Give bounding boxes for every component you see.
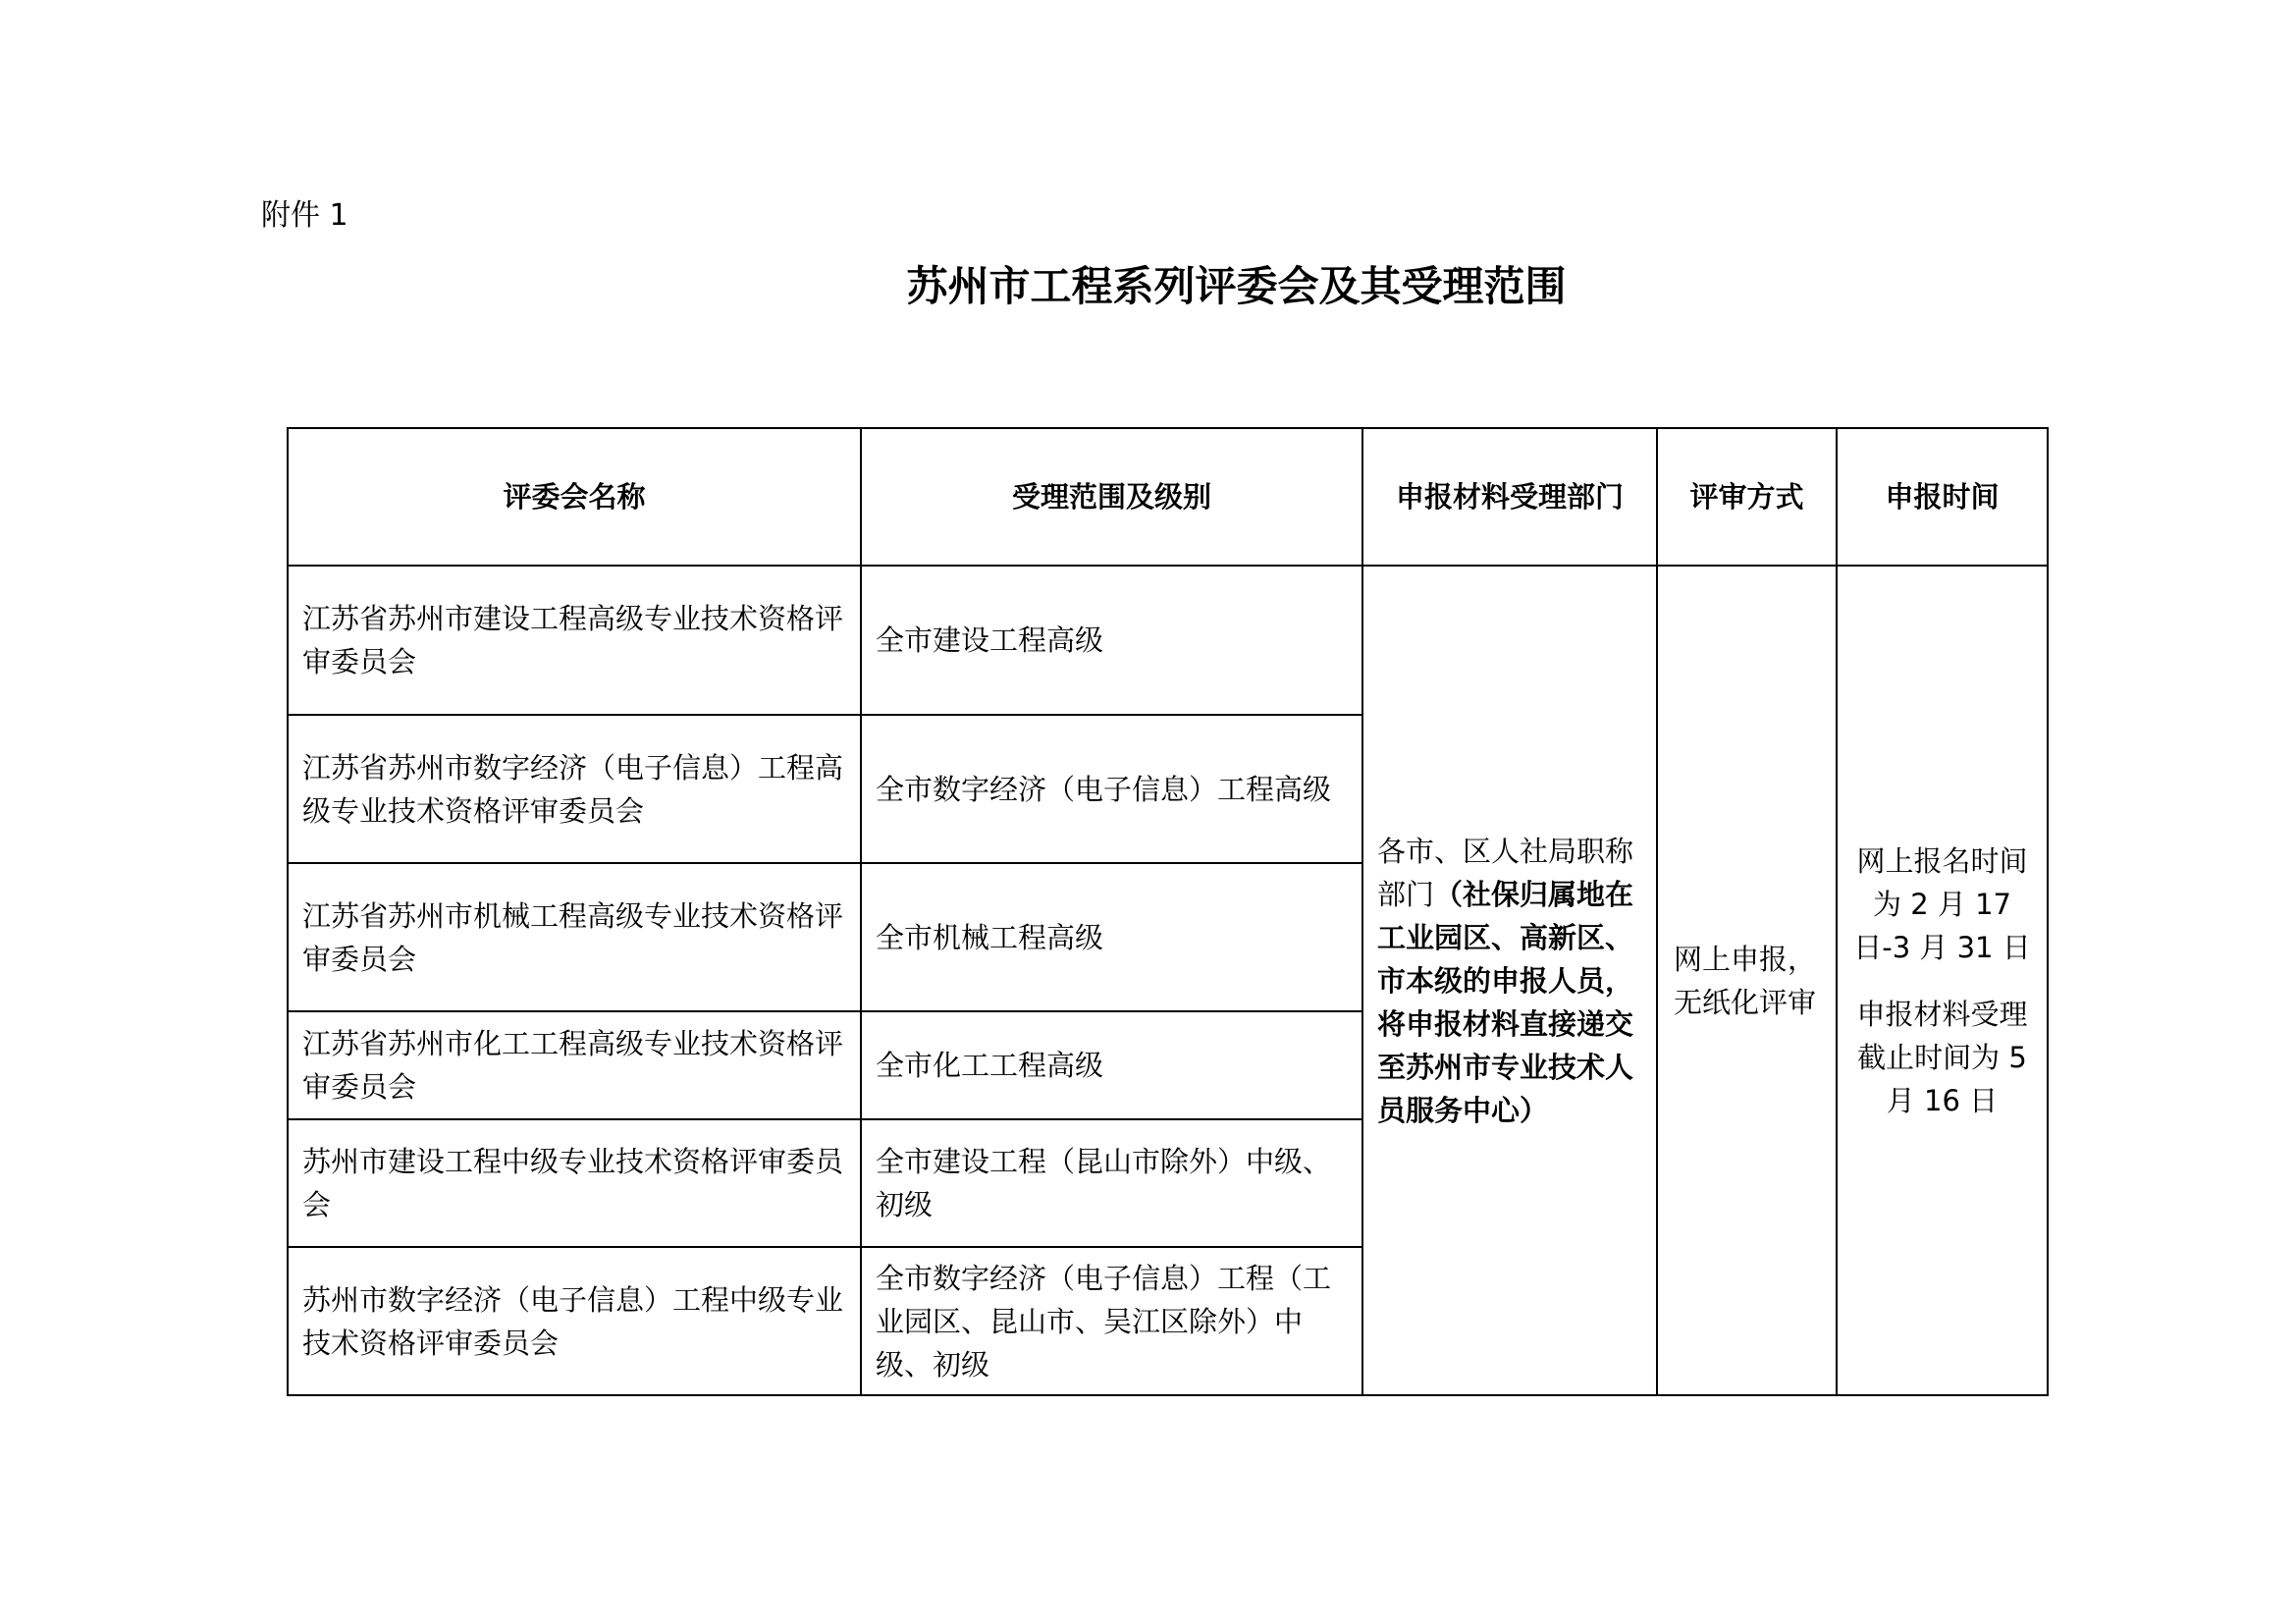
time-gap bbox=[1851, 969, 2033, 993]
header-application-time: 申报时间 bbox=[1837, 428, 2048, 566]
review-method-cell: 网上申报，无纸化评审 bbox=[1657, 566, 1837, 1395]
scope-cell: 全市化工工程高级 bbox=[861, 1011, 1362, 1119]
committee-name-cell: 苏州市建设工程中级专业技术资格评审委员会 bbox=[288, 1119, 861, 1247]
header-scope-level: 受理范围及级别 bbox=[861, 428, 1362, 566]
scope-cell: 全市机械工程高级 bbox=[861, 863, 1362, 1011]
committee-name-cell: 苏州市数字经济（电子信息）工程中级专业技术资格评审委员会 bbox=[288, 1247, 861, 1395]
application-time-cell bbox=[1837, 566, 2048, 1395]
committee-name-cell: 江苏省苏州市建设工程高级专业技术资格评审委员会 bbox=[288, 566, 861, 715]
receiving-dept-cell bbox=[1362, 566, 1657, 1395]
dept-bold-note: （社保归属地在工业园区、高新区、市本级的申报人员，将申报材料直接递交至苏州市专业技术人员服务中心） bbox=[1377, 877, 1634, 1127]
deadline-text: 申报材料受理截止时间为 5 月 16 日 bbox=[1856, 997, 2028, 1117]
scope-cell: 全市数字经济（电子信息）工程（工业园区、昆山市、吴江区除外）中级、初级 bbox=[861, 1247, 1362, 1395]
header-review-method: 评审方式 bbox=[1657, 428, 1837, 566]
committee-scope-table bbox=[287, 427, 2049, 1396]
scope-cell: 全市数字经济（电子信息）工程高级 bbox=[861, 715, 1362, 863]
registration-time-text: 网上报名时间为 2 月 17 日-3 月 31 日 bbox=[1853, 843, 2031, 964]
scope-cell: 全市建设工程高级 bbox=[861, 566, 1362, 715]
committee-name-cell: 江苏省苏州市数字经济（电子信息）工程高级专业技术资格评审委员会 bbox=[288, 715, 861, 863]
table-header-row bbox=[288, 428, 2048, 566]
header-receiving-dept: 申报材料受理部门 bbox=[1362, 428, 1657, 566]
committee-name-cell: 江苏省苏州市化工工程高级专业技术资格评审委员会 bbox=[288, 1011, 861, 1119]
scope-cell: 全市建设工程（昆山市除外）中级、初级 bbox=[861, 1119, 1362, 1247]
document-title: 苏州市工程系列评委会及其受理范围 bbox=[906, 262, 1567, 310]
table-row bbox=[288, 566, 2048, 715]
header-committee-name: 评委会名称 bbox=[288, 428, 861, 566]
attachment-label: 附件 1 bbox=[261, 198, 348, 233]
dept-normal-text: 各市、区人社局职称部门 bbox=[1377, 834, 1634, 911]
committee-name-cell: 江苏省苏州市机械工程高级专业技术资格评审委员会 bbox=[288, 863, 861, 1011]
